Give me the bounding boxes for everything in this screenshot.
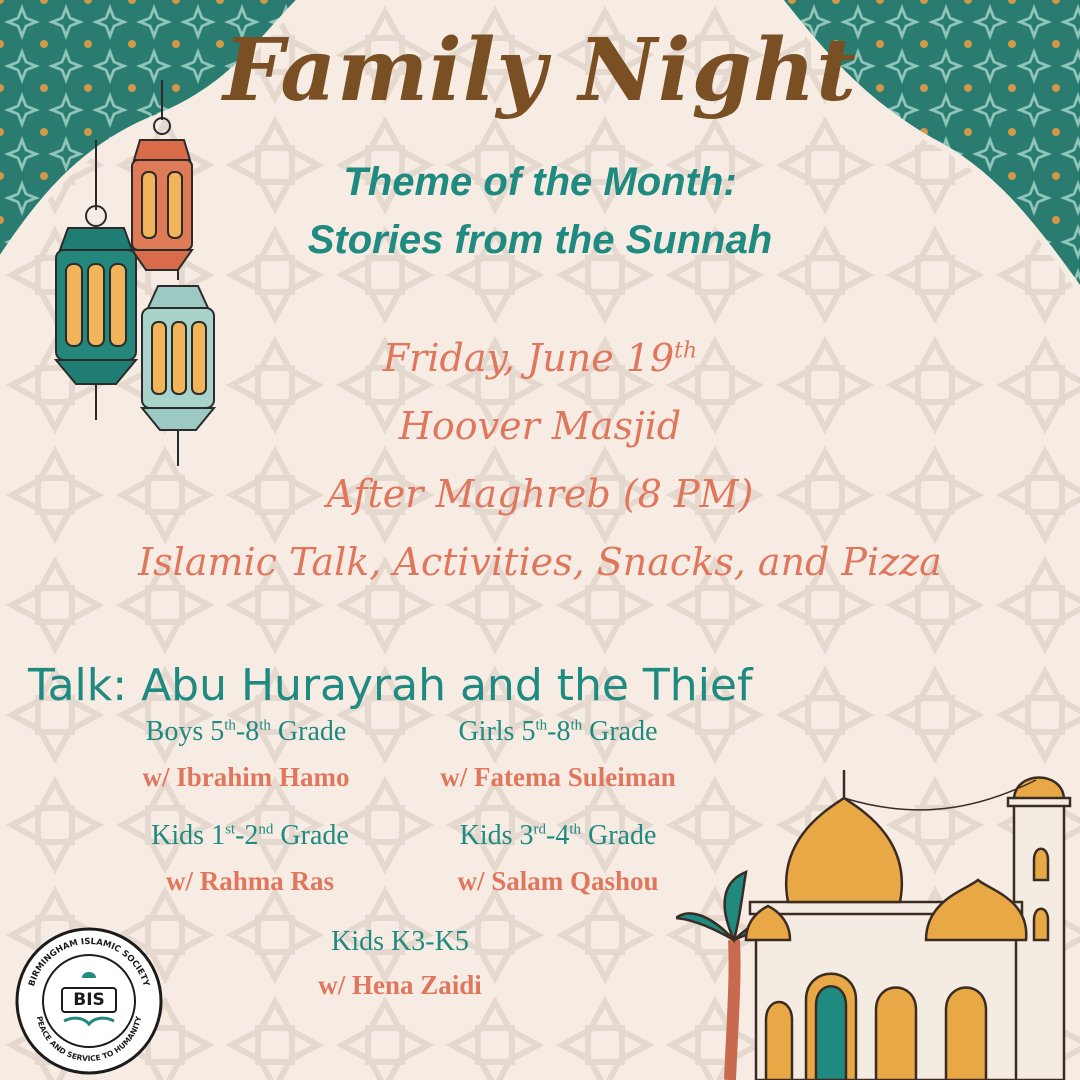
talk-title: Talk: Abu Hurayrah and the Thief bbox=[28, 660, 753, 711]
theme-name: Stories from the Sunnah bbox=[307, 218, 773, 262]
group-kids-3-4: Kids 3rd-4th Grade bbox=[459, 820, 657, 851]
teacher-kids-3-4: w/ Salam Qashou bbox=[457, 866, 659, 896]
event-title: Family Night bbox=[223, 20, 857, 121]
teacher-boys-5-8: w/ Ibrahim Hamo bbox=[142, 762, 350, 792]
event-date-text: Friday, June 19 bbox=[382, 336, 675, 380]
mosque-illustration bbox=[676, 740, 1080, 1080]
event-activities: Islamic Talk, Activities, Snacks, and Pizza bbox=[138, 540, 942, 584]
teacher-kids-1-2: w/ Rahma Ras bbox=[165, 866, 334, 896]
event-venue: Hoover Masjid bbox=[398, 404, 682, 448]
logo-initials: BIS bbox=[73, 990, 105, 1010]
theme-label: Theme of the Month: bbox=[343, 160, 737, 204]
logo-text-layer bbox=[14, 926, 164, 1076]
event-date-suffix: th bbox=[674, 338, 698, 364]
event-date bbox=[0, 336, 1080, 380]
group-kids-1-2: Kids 1st-2nd Grade bbox=[151, 820, 349, 851]
teacher-kids-k3-k5: w/ Hena Zaidi bbox=[318, 970, 482, 1000]
teacher-girls-5-8: w/ Fatema Suleiman bbox=[440, 762, 676, 792]
group-boys-5-8: Boys 5th-8th Grade bbox=[145, 716, 347, 747]
group-girls-5-8: Girls 5th-8th Grade bbox=[458, 716, 658, 747]
event-time: After Maghreb (8 PM) bbox=[326, 472, 754, 516]
group-kids-k3-k5: Kids K3-K5 bbox=[331, 926, 469, 957]
logo-ring-top: BIRMINGHAM ISLAMIC SOCIETY bbox=[27, 936, 151, 988]
logo-ring-bottom: PEACE AND SERVICE TO HUMANITY bbox=[34, 1015, 144, 1064]
